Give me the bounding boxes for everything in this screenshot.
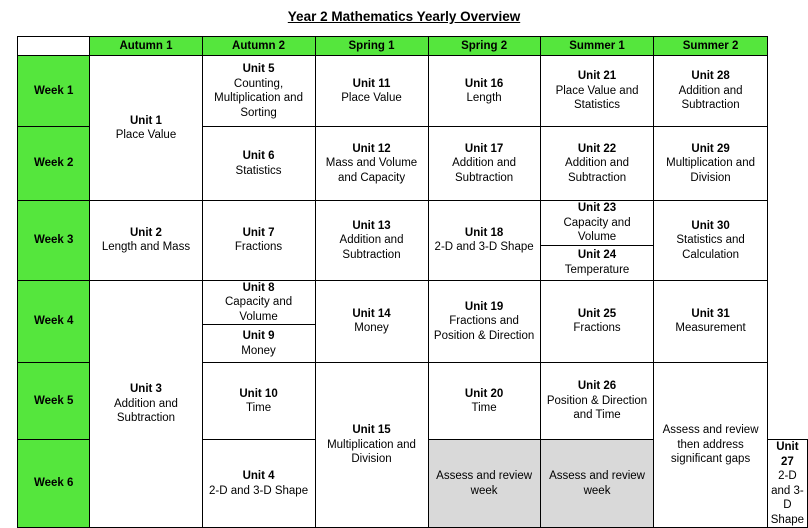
unit-number: Unit 9 [242,330,275,342]
week-label: Week 3 [18,201,90,281]
unit-number: Unit 25 [577,307,617,320]
unit-number: Unit 12 [352,142,391,155]
unit-number: Unit 22 [577,142,617,155]
unit-topic: Place Value [115,129,177,141]
unit-cell [202,363,315,440]
assess-review-text: Assess and review week [549,470,645,497]
unit-number: Unit 17 [464,142,504,155]
term-header: Spring 2 [428,37,540,56]
unit-number: Unit 8 [242,281,275,294]
unit-cell [654,127,767,201]
page-title: Year 2 Mathematics Yearly Overview [287,9,521,24]
unit-number: Unit 14 [352,307,391,320]
unit-topic: Measurement [675,322,746,335]
week-label: Week 1 [18,56,90,127]
unit-number: Unit 7 [242,226,275,239]
unit-cell [90,201,202,281]
unit-topic: Length [466,92,502,104]
unit-topic: 2-D and 3-D Shape [209,484,309,497]
unit-topic: Fractions [573,322,621,335]
unit-topic: Capacity and Volume [563,216,631,243]
unit-number: Unit 4 [242,470,275,482]
week-label: Week 5 [18,363,90,440]
unit-number: Unit 21 [577,70,617,83]
unit-cell [202,280,315,325]
unit-cell [202,440,315,528]
unit-cell [540,201,654,246]
unit-cell [540,127,654,201]
unit-topic: Money [241,344,276,357]
unit-number: Unit 3 [129,383,162,395]
unit-topic: Addition and Subtraction [565,157,629,184]
unit-number: Unit 28 [691,70,730,83]
week-label: Week 6 [18,440,90,528]
term-header: Autumn 2 [202,37,315,56]
unit-topic: Capacity and Volume [224,296,293,323]
week-row [18,280,808,325]
unit-topic: Fractions and Position & Direction [433,315,535,342]
unit-topic: Temperature [564,263,630,276]
assess-review-text: Assess and review week [436,470,533,497]
unit-number: Unit 30 [691,219,730,232]
unit-cell [315,201,428,281]
unit-topic: Statistics [235,164,282,177]
unit-topic: Time [471,402,497,414]
unit-number: Unit 10 [239,387,278,400]
unit-topic: Statistics and Calculation [676,234,745,261]
unit-cell [654,56,767,127]
week-row [18,56,808,127]
yearly-overview-table [17,36,808,528]
unit-cell [540,245,654,280]
week-label: Week 4 [18,280,90,363]
unit-number: Unit 6 [242,150,275,162]
unit-number: Unit 5 [242,63,275,75]
unit-topic: Time [245,402,272,414]
unit-number: Unit 24 [577,249,617,261]
unit-cell [540,56,654,127]
unit-cell [428,56,540,127]
unit-cell [202,127,315,201]
term-header: Summer 2 [654,37,767,56]
unit-topic: Multiplication and Division [327,438,416,466]
unit-number: Unit 23 [577,202,617,214]
unit-topic: 2-D and 3-D Shape [770,470,805,526]
unit-topic: Multiplication and Division [666,157,755,184]
unit-number: Unit 1 [129,114,162,127]
unit-number: Unit 19 [464,300,504,313]
unit-number: Unit 2 [129,226,162,239]
unit-cell [202,56,315,127]
unit-topic: Fractions [234,241,283,254]
assess-review-cell [654,363,767,528]
assess-review-cell [428,440,540,528]
week-row [18,201,808,246]
unit-topic: Addition and Subtraction [452,157,517,184]
unit-topic: Place Value [341,92,402,104]
term-header: Summer 1 [540,37,654,56]
unit-cell [90,56,202,201]
unit-cell [540,280,654,363]
unit-topic: Mass and Volume and Capacity [325,157,418,184]
unit-number: Unit 18 [464,226,504,239]
unit-cell [767,440,807,528]
unit-number: Unit 31 [691,307,730,320]
unit-cell [654,201,767,281]
unit-number: Unit 16 [464,77,504,90]
unit-cell [428,127,540,201]
week-label: Week 2 [18,127,90,201]
unit-number: Unit 26 [577,380,617,393]
unit-cell [428,201,540,281]
unit-topic: Money [354,322,389,335]
unit-topic: Counting, Multiplication and Sorting [214,77,303,119]
unit-topic: 2-D and 3-D Shape [434,241,534,254]
unit-topic: Addition and Subtraction [339,234,404,261]
unit-number: Unit 15 [352,424,391,437]
unit-cell [428,280,540,363]
corner-cell [18,37,90,56]
unit-number: Unit 20 [464,387,504,400]
unit-cell [202,201,315,281]
unit-number: Unit 27 [776,441,799,468]
term-header: Spring 1 [315,37,428,56]
unit-topic: Addition and Subtraction [678,84,743,112]
unit-number: Unit 11 [352,77,391,90]
unit-cell [315,363,428,528]
term-header: Autumn 1 [90,37,202,56]
header-row [18,37,808,56]
unit-cell [540,363,654,440]
unit-topic: Place Value and Statistics [555,84,639,112]
unit-cell [654,280,767,363]
unit-cell [315,56,428,127]
unit-topic: Length and Mass [101,241,191,254]
assess-review-cell [540,440,654,528]
unit-topic: Addition and Subtraction [113,397,178,424]
unit-cell [202,325,315,363]
unit-number: Unit 13 [352,219,391,232]
unit-cell [315,127,428,201]
unit-cell [315,280,428,363]
assess-review-text: Assess and review then address significant gaps [662,424,759,466]
unit-cell [90,280,202,528]
unit-cell [428,363,540,440]
unit-number: Unit 29 [691,142,730,155]
unit-topic: Position & Direction and Time [546,394,648,422]
